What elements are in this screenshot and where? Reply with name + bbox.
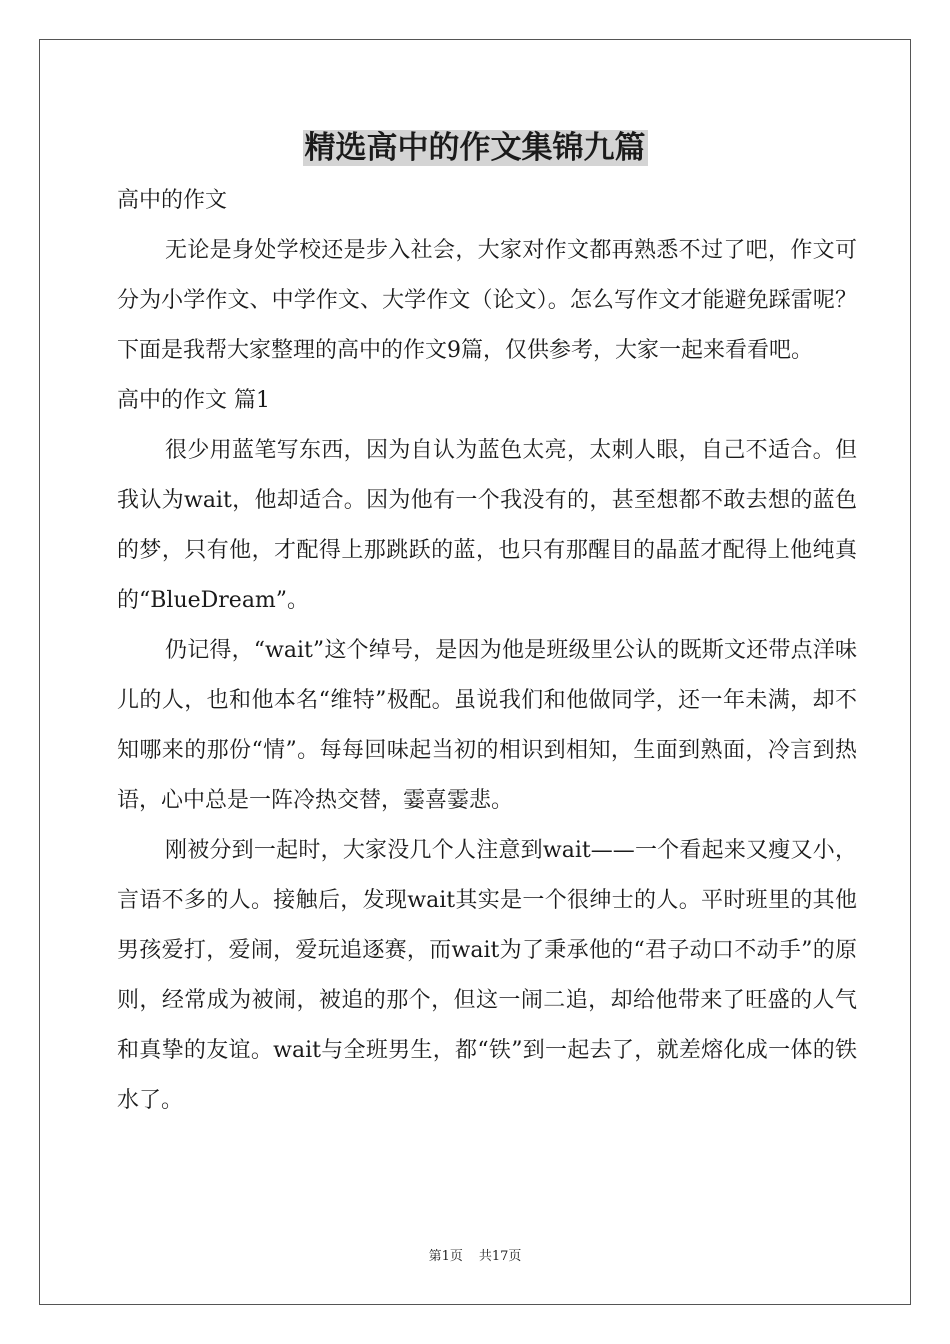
- page-total: 共17页: [478, 1249, 522, 1264]
- essay-1-paragraph-3: 刚被分到一起时，大家没几个人注意到wait——一个看起来又瘦又小，言语不多的人。接触后，发现wait其实是一个很绅士的人。平时班里的其他男孩爱打，爱闹，爱玩追逐赛，而wait为了秉承他的“君子动口不动手”的原则，经常成为被闹，被追的那个，但这一闹二追，却给他带来了旺盛的人气和真挚的友谊。wait与全班男生，都“铁”到一起去了，就差熔化成一体的铁水了。: [117, 838, 857, 1113]
- intro-paragraph: 无论是身处学校还是步入社会，大家对作文都再熟悉不过了吧，作文可分为小学作文、中学作文、大学作文（论文）。怎么写作文才能避免踩雷呢？下面是我帮大家整理的高中的作文9篇，仅供参考，大家一起来看看吧。: [117, 238, 857, 363]
- page-number: 第1页: [428, 1249, 463, 1264]
- essay-1-paragraph-2: 仍记得，“wait”这个绰号，是因为他是班级里公认的既斯文还带点洋味儿的人，也和他本名“维特”极配。虽说我们和他做同学，还一年未满，却不知哪来的那份“情”。每每回味起当初的相识到相知，生面到熟面，冷言到热语，心中总是一阵冷热交替，霎喜霎悲。: [117, 638, 857, 813]
- document-body: [117, 176, 857, 1126]
- section-heading: 高中的作文: [117, 188, 228, 213]
- essay-1-heading: 高中的作文 篇1: [117, 388, 270, 413]
- document-title-text: 精选高中的作文集锦九篇: [304, 130, 646, 166]
- page-footer: [0, 1248, 950, 1266]
- essay-1-paragraph-1: 很少用蓝笔写东西，因为自认为蓝色太亮，太刺人眼，自己不适合。但我认为wait，他却适合。因为他有一个我没有的，甚至想都不敢去想的蓝色的梦，只有他，才配得上那跳跃的蓝，也只有那醒目的晶蓝才配得上他纯真的“BlueDream”。: [117, 438, 857, 613]
- document-title: [0, 126, 950, 170]
